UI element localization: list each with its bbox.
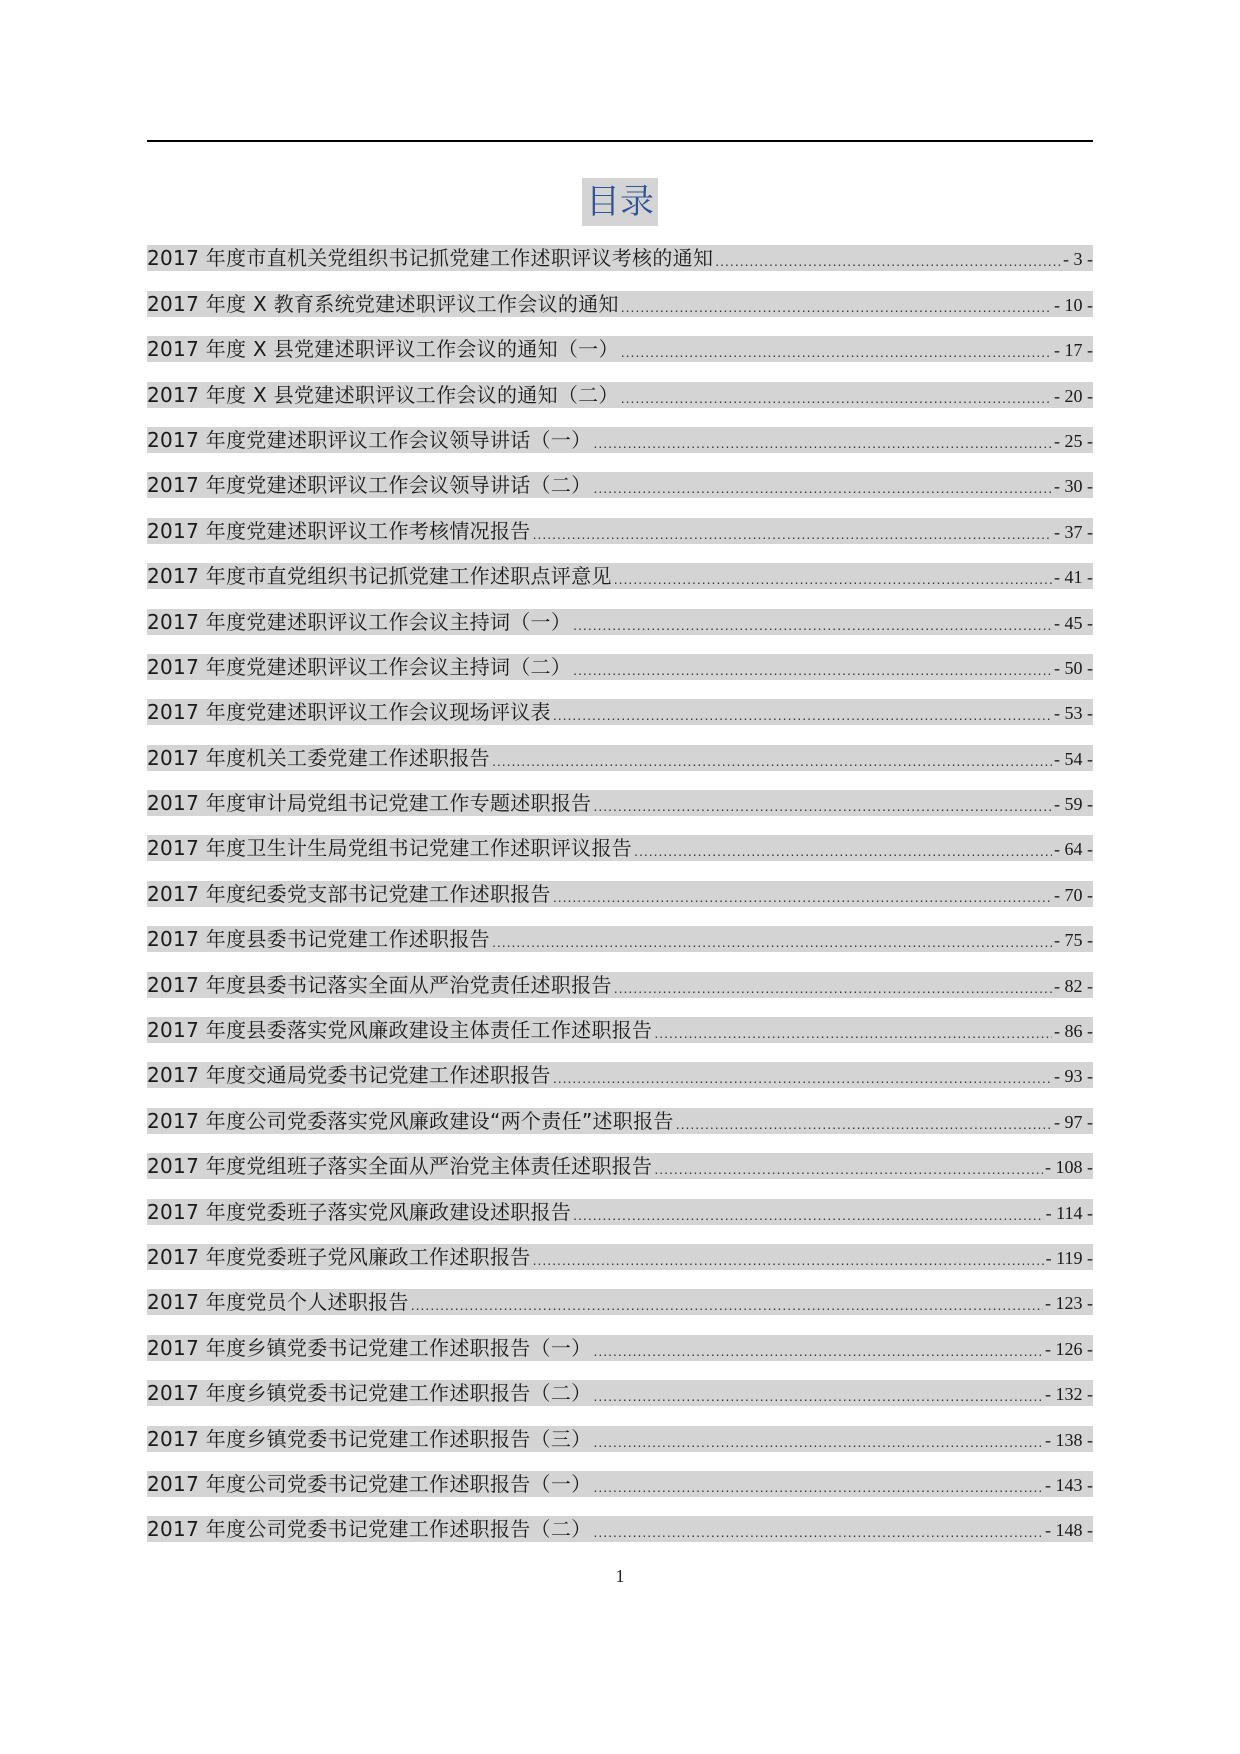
toc-entry-row[interactable] xyxy=(147,972,1093,998)
toc-entry-title[interactable]: 2017 年度市直党组织书记抓党建工作述职点评意见 xyxy=(147,564,612,589)
toc-list xyxy=(147,234,1093,1550)
toc-entry-title[interactable]: 2017 年度县委落实党风廉政建设主体责任工作述职报告 xyxy=(147,1018,653,1043)
toc-entry-row[interactable] xyxy=(147,472,1093,498)
toc-dot-leader xyxy=(593,1432,1043,1452)
toc-entry-page[interactable]: - 17 - xyxy=(1054,340,1093,361)
toc-entry-row[interactable] xyxy=(147,245,1093,271)
toc-dot-leader xyxy=(593,433,1052,453)
toc-entry[interactable] xyxy=(147,234,1093,279)
toc-entry[interactable] xyxy=(147,370,1093,415)
toc-entry-page[interactable]: - 86 - xyxy=(1054,1021,1093,1042)
toc-dot-leader xyxy=(593,478,1052,498)
toc-dot-leader xyxy=(621,297,1052,317)
toc-entry-page[interactable]: - 82 - xyxy=(1054,975,1093,996)
toc-entry-title[interactable]: 2017 年度县委书记落实全面从严治党责任述职报告 xyxy=(147,972,612,997)
toc-entry-title[interactable]: 2017 年度市直机关党组织书记抓党建工作述职评议考核的通知 xyxy=(147,246,714,271)
toc-dot-leader xyxy=(533,1250,1044,1270)
toc-heading xyxy=(0,178,1240,232)
toc-dot-leader xyxy=(492,932,1052,952)
toc-entry[interactable] xyxy=(147,597,1093,642)
toc-entry-row[interactable] xyxy=(147,835,1093,861)
toc-entry-page[interactable]: - 148 - xyxy=(1045,1520,1093,1541)
toc-dot-leader xyxy=(654,1023,1052,1043)
toc-dot-leader xyxy=(593,1386,1043,1406)
toc-entry-title[interactable]: 2017 年度党委班子党风廉政工作述职报告 xyxy=(147,1244,531,1269)
toc-dot-leader xyxy=(654,1159,1043,1179)
toc-entry[interactable] xyxy=(147,552,1093,597)
toc-entry-title[interactable]: 2017 年度党建述职评议工作考核情况报告 xyxy=(147,518,531,543)
toc-entry-title[interactable]: 2017 年度党员个人述职报告 xyxy=(147,1290,409,1315)
toc-entry-row[interactable] xyxy=(147,1289,1093,1315)
toc-entry-page[interactable]: - 30 - xyxy=(1054,476,1093,497)
toc-entry-page[interactable]: - 126 - xyxy=(1045,1338,1093,1359)
toc-entry-title[interactable]: 2017 年度公司党委书记党建工作述职报告（一） xyxy=(147,1471,592,1496)
toc-dot-leader xyxy=(715,251,1061,271)
toc-entry-row[interactable] xyxy=(147,1380,1093,1406)
toc-entry[interactable] xyxy=(147,824,1093,869)
toc-entry-title[interactable]: 2017 年度公司党委书记党建工作述职报告（二） xyxy=(147,1517,592,1542)
toc-entry[interactable] xyxy=(147,643,1093,688)
toc-entry-row[interactable] xyxy=(147,699,1093,725)
toc-entry-page[interactable]: - 37 - xyxy=(1054,521,1093,542)
toc-dot-leader xyxy=(492,751,1052,771)
toc-entry[interactable] xyxy=(147,1233,1093,1278)
toc-entry-title[interactable]: 2017 年度卫生计生局党组书记党建工作述职评议报告 xyxy=(147,836,633,861)
toc-entry-row[interactable] xyxy=(147,563,1093,589)
toc-entry-row[interactable] xyxy=(147,1244,1093,1270)
toc-entry-title[interactable]: 2017 年度党组班子落实全面从严治党主体责任述职报告 xyxy=(147,1154,653,1179)
toc-entry-title[interactable]: 2017 年度 X 县党建述职评议工作会议的通知（二） xyxy=(147,382,619,407)
toc-entry-page[interactable]: - 50 - xyxy=(1054,657,1093,678)
toc-entry-page[interactable]: - 25 - xyxy=(1054,430,1093,451)
toc-entry-row[interactable] xyxy=(147,1199,1093,1225)
toc-entry-page[interactable]: - 97 - xyxy=(1054,1111,1093,1132)
toc-dot-leader xyxy=(573,1205,1044,1225)
toc-entry-page[interactable]: - 108 - xyxy=(1045,1157,1093,1178)
toc-entry[interactable] xyxy=(147,779,1093,824)
toc-entry-row[interactable] xyxy=(147,881,1093,907)
page-number: 1 xyxy=(615,1566,625,1586)
toc-entry-row[interactable] xyxy=(147,427,1093,453)
toc-entry-row[interactable] xyxy=(147,654,1093,680)
toc-entry-row[interactable] xyxy=(147,1108,1093,1134)
toc-dot-leader xyxy=(573,615,1052,635)
toc-entry-title[interactable]: 2017 年度 X 县党建述职评议工作会议的通知（一） xyxy=(147,337,619,362)
toc-entry-page[interactable]: - 45 - xyxy=(1054,612,1093,633)
toc-entry-row[interactable] xyxy=(147,745,1093,771)
toc-entry[interactable] xyxy=(147,1323,1093,1368)
toc-dot-leader xyxy=(553,1068,1052,1088)
toc-entry-page[interactable]: - 114 - xyxy=(1045,1202,1093,1223)
toc-entry[interactable] xyxy=(147,279,1093,324)
toc-entry-title[interactable]: 2017 年度党建述职评议工作会议现场评议表 xyxy=(147,700,551,725)
toc-dot-leader xyxy=(553,887,1052,907)
toc-entry[interactable] xyxy=(147,1187,1093,1232)
toc-entry[interactable] xyxy=(147,1006,1093,1051)
toc-dot-leader xyxy=(553,705,1052,725)
toc-entry-row[interactable] xyxy=(147,926,1093,952)
toc-dot-leader xyxy=(621,388,1052,408)
toc-entry[interactable] xyxy=(147,1369,1093,1414)
toc-entry-title[interactable]: 2017 年度机关工委党建工作述职报告 xyxy=(147,745,490,770)
toc-entry-page[interactable]: - 64 - xyxy=(1054,839,1093,860)
toc-entry-row[interactable] xyxy=(147,1471,1093,1497)
toc-entry[interactable] xyxy=(147,1096,1093,1141)
toc-entry-row[interactable] xyxy=(147,790,1093,816)
toc-dot-leader xyxy=(634,841,1052,861)
toc-entry-title[interactable]: 2017 年度党建述职评议工作会议领导讲话（二） xyxy=(147,473,592,498)
toc-entry-title[interactable]: 2017 年度审计局党组书记党建工作专题述职报告 xyxy=(147,791,592,816)
toc-title: 目录 xyxy=(582,178,658,226)
toc-dot-leader xyxy=(411,1295,1043,1315)
toc-entry[interactable] xyxy=(147,1278,1093,1323)
toc-entry-title[interactable]: 2017 年度县委书记党建工作述职报告 xyxy=(147,927,490,952)
toc-entry-page[interactable]: - 143 - xyxy=(1045,1474,1093,1495)
toc-entry-row[interactable] xyxy=(147,1335,1093,1361)
toc-entry-page[interactable]: - 41 - xyxy=(1054,567,1093,588)
toc-entry[interactable] xyxy=(147,1505,1093,1550)
toc-entry-row[interactable] xyxy=(147,336,1093,362)
toc-entry-title[interactable]: 2017 年度党建述职评议工作会议主持词（一） xyxy=(147,609,572,634)
toc-entry-title[interactable]: 2017 年度乡镇党委书记党建工作述职报告（二） xyxy=(147,1381,592,1406)
toc-dot-leader xyxy=(533,524,1052,544)
toc-entry-page[interactable]: - 138 - xyxy=(1045,1429,1093,1450)
toc-entry-page[interactable]: - 53 - xyxy=(1054,703,1093,724)
toc-entry-row[interactable] xyxy=(147,1153,1093,1179)
toc-entry[interactable] xyxy=(147,1460,1093,1505)
toc-entry-page[interactable]: - 59 - xyxy=(1054,794,1093,815)
toc-dot-leader xyxy=(593,1341,1043,1361)
toc-entry[interactable] xyxy=(147,915,1093,960)
toc-entry-page[interactable]: - 54 - xyxy=(1054,748,1093,769)
toc-entry-row[interactable] xyxy=(147,518,1093,544)
toc-entry-page[interactable]: - 70 - xyxy=(1054,884,1093,905)
toc-entry-title[interactable]: 2017 年度党建述职评议工作会议领导讲话（一） xyxy=(147,427,592,452)
toc-entry-title[interactable]: 2017 年度交通局党委书记党建工作述职报告 xyxy=(147,1063,551,1088)
toc-entry[interactable] xyxy=(147,506,1093,551)
toc-entry-row[interactable] xyxy=(147,291,1093,317)
toc-entry-page[interactable]: - 75 - xyxy=(1054,930,1093,951)
toc-dot-leader xyxy=(593,1477,1043,1497)
toc-entry-title[interactable]: 2017 年度乡镇党委书记党建工作述职报告（三） xyxy=(147,1426,592,1451)
toc-dot-leader xyxy=(573,660,1052,680)
toc-entry-row[interactable] xyxy=(147,382,1093,408)
toc-entry-page[interactable]: - 93 - xyxy=(1054,1066,1093,1087)
toc-entry-title[interactable]: 2017 年度党委班子落实党风廉政建设述职报告 xyxy=(147,1199,572,1224)
toc-entry[interactable] xyxy=(147,1051,1093,1096)
toc-entry-title[interactable]: 2017 年度公司党委落实党风廉政建设“两个责任”述职报告 xyxy=(147,1108,674,1133)
toc-entry[interactable] xyxy=(147,733,1093,778)
toc-entry-title[interactable]: 2017 年度 X 教育系统党建述职评议工作会议的通知 xyxy=(147,291,619,316)
toc-entry-title[interactable]: 2017 年度纪委党支部书记党建工作述职报告 xyxy=(147,881,551,906)
toc-dot-leader xyxy=(593,1522,1043,1542)
toc-entry-title[interactable]: 2017 年度乡镇党委书记党建工作述职报告（一） xyxy=(147,1335,592,1360)
toc-entry[interactable] xyxy=(147,1414,1093,1459)
toc-dot-leader xyxy=(621,342,1052,362)
toc-dot-leader xyxy=(614,978,1052,998)
toc-entry[interactable] xyxy=(147,416,1093,461)
toc-entry-page[interactable]: - 20 - xyxy=(1054,385,1093,406)
toc-entry[interactable] xyxy=(147,869,1093,914)
toc-entry[interactable] xyxy=(147,1142,1093,1187)
toc-entry[interactable] xyxy=(147,688,1093,733)
toc-entry-page[interactable]: - 10 - xyxy=(1054,294,1093,315)
toc-dot-leader xyxy=(676,1114,1052,1134)
toc-entry-page[interactable]: - 119 - xyxy=(1045,1247,1093,1268)
toc-entry-page[interactable]: - 132 - xyxy=(1045,1384,1093,1405)
toc-entry-page[interactable]: - 3 - xyxy=(1063,249,1093,270)
toc-entry-row[interactable] xyxy=(147,1426,1093,1452)
toc-dot-leader xyxy=(593,796,1052,816)
toc-entry[interactable] xyxy=(147,960,1093,1005)
toc-entry-row[interactable] xyxy=(147,1516,1093,1542)
toc-entry-page[interactable]: - 123 - xyxy=(1045,1293,1093,1314)
toc-entry-row[interactable] xyxy=(147,1062,1093,1088)
toc-dot-leader xyxy=(614,569,1052,589)
toc-entry-row[interactable] xyxy=(147,609,1093,635)
toc-entry[interactable] xyxy=(147,461,1093,506)
toc-entry[interactable] xyxy=(147,325,1093,370)
header-rule xyxy=(147,140,1093,142)
toc-entry-title[interactable]: 2017 年度党建述职评议工作会议主持词（二） xyxy=(147,654,572,679)
toc-entry-row[interactable] xyxy=(147,1017,1093,1043)
